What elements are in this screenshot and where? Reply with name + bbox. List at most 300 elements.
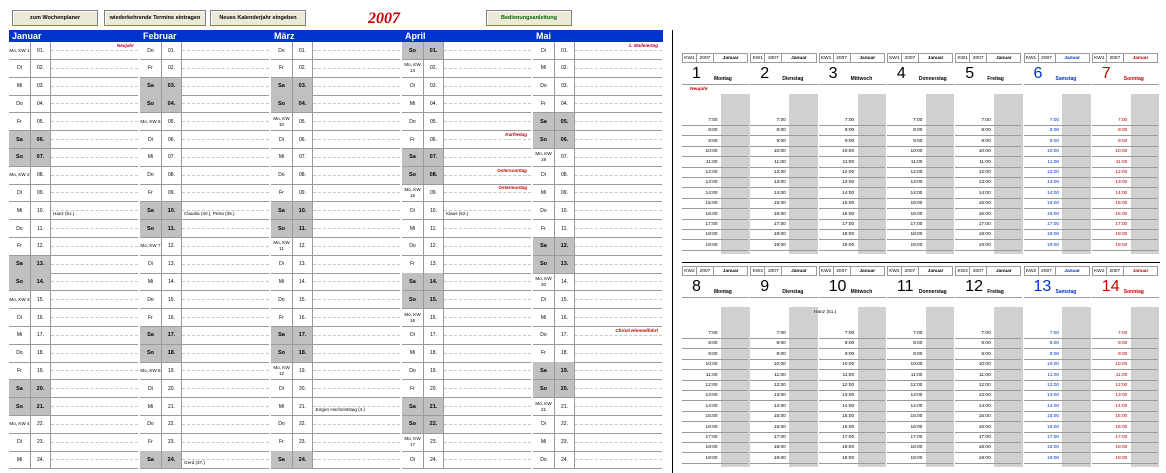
day-row[interactable] <box>402 291 531 309</box>
day-column[interactable] <box>750 266 817 471</box>
day-row[interactable] <box>402 60 531 78</box>
event-cell[interactable] <box>313 309 400 326</box>
hour-row[interactable] <box>887 329 953 339</box>
day-row[interactable] <box>9 327 138 345</box>
hour-row[interactable] <box>682 391 748 401</box>
event-cell[interactable] <box>444 416 531 433</box>
recurring-events-button[interactable]: wiederkehrende Termine eintragen <box>104 10 206 26</box>
hour-row[interactable] <box>887 189 953 199</box>
hour-row[interactable] <box>887 391 953 401</box>
hour-row[interactable] <box>750 391 816 401</box>
hour-row[interactable] <box>887 350 953 360</box>
hour-row[interactable] <box>1024 454 1090 464</box>
hour-row[interactable] <box>819 329 885 339</box>
day-row[interactable] <box>533 362 662 380</box>
day-row[interactable] <box>140 398 269 416</box>
day-row[interactable] <box>271 202 400 220</box>
hour-row[interactable] <box>750 220 816 230</box>
day-row[interactable] <box>140 256 269 274</box>
day-row[interactable] <box>9 184 138 202</box>
hour-row[interactable] <box>682 443 748 453</box>
day-column[interactable] <box>955 266 1022 471</box>
hour-row[interactable] <box>819 391 885 401</box>
day-row[interactable] <box>140 380 269 398</box>
event-cell[interactable] <box>313 398 400 415</box>
event-cell[interactable] <box>575 273 662 290</box>
event-cell[interactable] <box>51 416 138 433</box>
hour-row[interactable] <box>1024 116 1090 126</box>
event-cell[interactable] <box>51 202 138 219</box>
day-row[interactable] <box>140 60 269 78</box>
hour-row[interactable] <box>1092 381 1158 391</box>
day-row[interactable] <box>9 95 138 113</box>
event-cell[interactable] <box>444 327 531 344</box>
hour-row[interactable] <box>819 339 885 349</box>
event-cell[interactable] <box>575 362 662 379</box>
hour-row[interactable] <box>1024 350 1090 360</box>
day-row[interactable] <box>9 451 138 469</box>
day-row[interactable] <box>402 451 531 469</box>
day-row[interactable] <box>271 362 400 380</box>
hour-row[interactable] <box>1024 433 1090 443</box>
day-row[interactable] <box>271 184 400 202</box>
day-row[interactable] <box>140 309 269 327</box>
event-cell[interactable] <box>575 416 662 433</box>
hour-row[interactable] <box>750 423 816 433</box>
day-row[interactable] <box>9 131 138 149</box>
day-row[interactable] <box>9 273 138 291</box>
day-row[interactable] <box>402 238 531 256</box>
hour-row[interactable] <box>955 454 1021 464</box>
hour-row[interactable] <box>1092 126 1158 136</box>
hour-row[interactable] <box>682 350 748 360</box>
hour-row[interactable] <box>750 189 816 199</box>
event-cell[interactable] <box>313 273 400 290</box>
hour-row[interactable] <box>887 423 953 433</box>
hour-row[interactable] <box>682 339 748 349</box>
day-row[interactable] <box>271 149 400 167</box>
hour-row[interactable] <box>887 168 953 178</box>
hour-row[interactable] <box>750 350 816 360</box>
day-column[interactable] <box>955 53 1022 258</box>
hour-row[interactable] <box>887 433 953 443</box>
event-cell[interactable] <box>51 434 138 451</box>
event-cell[interactable] <box>575 309 662 326</box>
day-row[interactable] <box>9 398 138 416</box>
hour-row[interactable] <box>682 147 748 157</box>
event-cell[interactable] <box>444 184 531 201</box>
hour-row[interactable] <box>750 339 816 349</box>
event-cell[interactable] <box>444 131 531 148</box>
day-row[interactable] <box>9 380 138 398</box>
day-row[interactable] <box>533 256 662 274</box>
day-row[interactable] <box>271 42 400 60</box>
hour-row[interactable] <box>682 126 748 136</box>
day-column[interactable] <box>1024 266 1091 471</box>
event-cell[interactable] <box>313 362 400 379</box>
event-cell[interactable] <box>182 60 269 77</box>
hour-row[interactable] <box>1092 339 1158 349</box>
event-cell[interactable] <box>182 167 269 184</box>
hour-row[interactable] <box>819 360 885 370</box>
day-row[interactable] <box>271 434 400 452</box>
hour-row[interactable] <box>955 371 1021 381</box>
event-cell[interactable] <box>444 256 531 273</box>
hour-row[interactable] <box>682 189 748 199</box>
hour-row[interactable] <box>819 220 885 230</box>
hour-row[interactable] <box>887 178 953 188</box>
day-column[interactable] <box>682 266 749 471</box>
day-row[interactable] <box>402 434 531 452</box>
hour-row[interactable] <box>819 147 885 157</box>
day-row[interactable] <box>533 202 662 220</box>
day-row[interactable] <box>402 95 531 113</box>
event-cell[interactable] <box>182 380 269 397</box>
hour-row[interactable] <box>1092 360 1158 370</box>
day-row[interactable] <box>140 327 269 345</box>
hour-row[interactable] <box>1024 443 1090 453</box>
day-row[interactable] <box>9 202 138 220</box>
event-cell[interactable] <box>51 345 138 362</box>
hour-row[interactable] <box>887 371 953 381</box>
day-row[interactable] <box>271 131 400 149</box>
event-cell[interactable] <box>444 362 531 379</box>
hour-row[interactable] <box>1024 412 1090 422</box>
event-cell[interactable] <box>575 184 662 201</box>
event-cell[interactable] <box>575 256 662 273</box>
hour-row[interactable] <box>819 137 885 147</box>
hour-row[interactable] <box>955 423 1021 433</box>
day-row[interactable] <box>533 380 662 398</box>
day-row[interactable] <box>271 451 400 469</box>
event-cell[interactable] <box>313 131 400 148</box>
event-cell[interactable] <box>182 362 269 379</box>
event-cell[interactable] <box>51 256 138 273</box>
day-row[interactable] <box>271 220 400 238</box>
hour-row[interactable] <box>1092 241 1158 251</box>
hour-row[interactable] <box>750 454 816 464</box>
event-cell[interactable] <box>51 131 138 148</box>
hour-row[interactable] <box>887 241 953 251</box>
hour-row[interactable] <box>1024 402 1090 412</box>
hour-row[interactable] <box>1024 241 1090 251</box>
hour-row[interactable] <box>1024 210 1090 220</box>
event-cell[interactable] <box>182 95 269 112</box>
event-cell[interactable] <box>313 167 400 184</box>
hour-row[interactable] <box>1024 360 1090 370</box>
hour-row[interactable] <box>682 220 748 230</box>
event-cell[interactable] <box>575 42 662 59</box>
hour-row[interactable] <box>1024 168 1090 178</box>
day-row[interactable] <box>533 434 662 452</box>
hour-row[interactable] <box>819 402 885 412</box>
day-row[interactable] <box>140 113 269 131</box>
hour-row[interactable] <box>955 126 1021 136</box>
hour-row[interactable] <box>750 147 816 157</box>
hour-row[interactable] <box>1024 230 1090 240</box>
event-cell[interactable] <box>182 220 269 237</box>
event-cell[interactable] <box>182 131 269 148</box>
hour-row[interactable] <box>955 381 1021 391</box>
day-row[interactable] <box>533 398 662 416</box>
hour-row[interactable] <box>1092 116 1158 126</box>
hour-row[interactable] <box>1024 329 1090 339</box>
event-cell[interactable] <box>182 184 269 201</box>
day-row[interactable] <box>533 451 662 469</box>
hour-row[interactable] <box>750 371 816 381</box>
hour-row[interactable] <box>887 116 953 126</box>
day-row[interactable] <box>402 256 531 274</box>
day-row[interactable] <box>140 434 269 452</box>
hour-row[interactable] <box>887 158 953 168</box>
event-cell[interactable] <box>51 273 138 290</box>
hour-row[interactable] <box>887 126 953 136</box>
event-cell[interactable] <box>51 309 138 326</box>
day-row[interactable] <box>533 95 662 113</box>
day-row[interactable] <box>402 398 531 416</box>
event-cell[interactable] <box>444 309 531 326</box>
hour-row[interactable] <box>819 210 885 220</box>
event-cell[interactable] <box>575 131 662 148</box>
hour-row[interactable] <box>819 423 885 433</box>
event-cell[interactable] <box>444 398 531 415</box>
event-cell[interactable] <box>444 220 531 237</box>
hour-row[interactable] <box>750 241 816 251</box>
event-cell[interactable] <box>51 60 138 77</box>
day-row[interactable] <box>9 256 138 274</box>
day-column[interactable] <box>819 53 886 258</box>
hour-row[interactable] <box>819 116 885 126</box>
hour-row[interactable] <box>682 371 748 381</box>
day-row[interactable] <box>140 451 269 469</box>
day-column[interactable] <box>887 53 954 258</box>
new-year-button[interactable]: Neues Kalenderjahr eingeben <box>210 10 306 26</box>
event-cell[interactable] <box>182 42 269 59</box>
event-cell[interactable] <box>313 184 400 201</box>
day-row[interactable] <box>271 60 400 78</box>
hour-row[interactable] <box>1092 402 1158 412</box>
event-cell[interactable] <box>51 238 138 255</box>
day-column[interactable] <box>682 53 749 258</box>
hour-row[interactable] <box>955 137 1021 147</box>
hour-row[interactable] <box>955 168 1021 178</box>
hour-row[interactable] <box>819 178 885 188</box>
hour-row[interactable] <box>819 371 885 381</box>
hour-row[interactable] <box>955 391 1021 401</box>
event-cell[interactable] <box>575 434 662 451</box>
hour-row[interactable] <box>1024 199 1090 209</box>
event-cell[interactable] <box>313 434 400 451</box>
day-row[interactable] <box>533 131 662 149</box>
event-cell[interactable] <box>313 238 400 255</box>
hour-row[interactable] <box>682 210 748 220</box>
hour-row[interactable] <box>1092 168 1158 178</box>
event-cell[interactable] <box>575 380 662 397</box>
event-cell[interactable] <box>313 256 400 273</box>
hour-row[interactable] <box>887 339 953 349</box>
event-cell[interactable] <box>182 202 269 219</box>
day-column[interactable] <box>1024 53 1091 258</box>
hour-row[interactable] <box>750 178 816 188</box>
hour-row[interactable] <box>1024 220 1090 230</box>
hour-row[interactable] <box>682 199 748 209</box>
event-cell[interactable] <box>51 398 138 415</box>
day-row[interactable] <box>402 309 531 327</box>
hour-row[interactable] <box>955 199 1021 209</box>
event-cell[interactable] <box>444 291 531 308</box>
event-cell[interactable] <box>51 167 138 184</box>
day-row[interactable] <box>140 202 269 220</box>
day-row[interactable] <box>402 416 531 434</box>
hour-row[interactable] <box>1024 371 1090 381</box>
hour-row[interactable] <box>955 178 1021 188</box>
day-row[interactable] <box>140 416 269 434</box>
event-cell[interactable] <box>575 451 662 468</box>
event-cell[interactable] <box>444 78 531 95</box>
hour-row[interactable] <box>955 210 1021 220</box>
hour-row[interactable] <box>1024 423 1090 433</box>
day-row[interactable] <box>533 238 662 256</box>
day-row[interactable] <box>9 416 138 434</box>
event-cell[interactable] <box>182 238 269 255</box>
day-row[interactable] <box>402 380 531 398</box>
event-cell[interactable] <box>575 60 662 77</box>
day-row[interactable] <box>402 273 531 291</box>
hour-row[interactable] <box>955 412 1021 422</box>
day-row[interactable] <box>402 78 531 96</box>
hour-row[interactable] <box>819 381 885 391</box>
hour-row[interactable] <box>1092 199 1158 209</box>
hour-row[interactable] <box>955 220 1021 230</box>
day-row[interactable] <box>271 256 400 274</box>
hour-row[interactable] <box>750 329 816 339</box>
day-row[interactable] <box>533 167 662 185</box>
day-row[interactable] <box>402 167 531 185</box>
day-row[interactable] <box>271 416 400 434</box>
hour-row[interactable] <box>682 168 748 178</box>
event-cell[interactable] <box>575 202 662 219</box>
event-cell[interactable] <box>575 327 662 344</box>
day-row[interactable] <box>140 131 269 149</box>
hour-row[interactable] <box>887 402 953 412</box>
hour-row[interactable] <box>955 350 1021 360</box>
hour-row[interactable] <box>750 126 816 136</box>
hour-row[interactable] <box>819 241 885 251</box>
event-cell[interactable] <box>575 220 662 237</box>
day-row[interactable] <box>9 149 138 167</box>
hour-row[interactable] <box>819 158 885 168</box>
hour-row[interactable] <box>750 210 816 220</box>
hour-row[interactable] <box>887 199 953 209</box>
event-cell[interactable] <box>182 113 269 130</box>
event-cell[interactable] <box>313 345 400 362</box>
day-row[interactable] <box>402 202 531 220</box>
event-cell[interactable] <box>313 220 400 237</box>
event-cell[interactable] <box>444 238 531 255</box>
day-row[interactable] <box>402 131 531 149</box>
hour-row[interactable] <box>955 339 1021 349</box>
event-cell[interactable] <box>444 113 531 130</box>
event-cell[interactable] <box>444 380 531 397</box>
event-cell[interactable] <box>444 60 531 77</box>
day-row[interactable] <box>140 291 269 309</box>
hour-row[interactable] <box>887 210 953 220</box>
hour-row[interactable] <box>1092 412 1158 422</box>
event-cell[interactable] <box>313 291 400 308</box>
day-row[interactable] <box>533 309 662 327</box>
day-row[interactable] <box>533 220 662 238</box>
day-row[interactable] <box>271 309 400 327</box>
hour-row[interactable] <box>1024 137 1090 147</box>
day-row[interactable] <box>271 113 400 131</box>
week-planner-button[interactable]: zum Wochenplaner <box>12 10 98 26</box>
event-cell[interactable] <box>575 149 662 166</box>
hour-row[interactable] <box>1092 210 1158 220</box>
hour-row[interactable] <box>955 241 1021 251</box>
event-cell[interactable] <box>313 42 400 59</box>
hour-row[interactable] <box>819 126 885 136</box>
day-row[interactable] <box>402 42 531 60</box>
hour-row[interactable] <box>682 433 748 443</box>
hour-row[interactable] <box>819 199 885 209</box>
day-row[interactable] <box>271 345 400 363</box>
hour-row[interactable] <box>1092 371 1158 381</box>
event-cell[interactable] <box>313 149 400 166</box>
event-cell[interactable] <box>444 95 531 112</box>
day-row[interactable] <box>271 95 400 113</box>
hour-row[interactable] <box>750 433 816 443</box>
hour-row[interactable] <box>1092 350 1158 360</box>
event-cell[interactable] <box>182 345 269 362</box>
day-column[interactable] <box>750 53 817 258</box>
hour-row[interactable] <box>887 381 953 391</box>
event-cell[interactable] <box>182 309 269 326</box>
hour-row[interactable] <box>955 147 1021 157</box>
event-cell[interactable] <box>313 60 400 77</box>
hour-row[interactable] <box>750 199 816 209</box>
event-cell[interactable] <box>51 291 138 308</box>
hour-row[interactable] <box>819 443 885 453</box>
hour-row[interactable] <box>1092 391 1158 401</box>
event-cell[interactable] <box>444 434 531 451</box>
hour-row[interactable] <box>750 360 816 370</box>
day-row[interactable] <box>271 380 400 398</box>
hour-row[interactable] <box>955 433 1021 443</box>
hour-row[interactable] <box>1092 329 1158 339</box>
hour-row[interactable] <box>682 116 748 126</box>
event-cell[interactable] <box>182 434 269 451</box>
day-row[interactable] <box>140 42 269 60</box>
day-row[interactable] <box>9 167 138 185</box>
hour-row[interactable] <box>955 360 1021 370</box>
hour-row[interactable] <box>750 168 816 178</box>
hour-row[interactable] <box>1024 158 1090 168</box>
hour-row[interactable] <box>682 329 748 339</box>
hour-row[interactable] <box>682 454 748 464</box>
day-row[interactable] <box>533 78 662 96</box>
day-row[interactable] <box>402 220 531 238</box>
event-cell[interactable] <box>51 184 138 201</box>
hour-row[interactable] <box>682 412 748 422</box>
day-row[interactable] <box>9 434 138 452</box>
hour-row[interactable] <box>1092 423 1158 433</box>
hour-row[interactable] <box>1024 339 1090 349</box>
hour-row[interactable] <box>1092 178 1158 188</box>
event-cell[interactable] <box>51 113 138 130</box>
event-cell[interactable] <box>182 398 269 415</box>
event-cell[interactable] <box>313 78 400 95</box>
day-row[interactable] <box>9 220 138 238</box>
